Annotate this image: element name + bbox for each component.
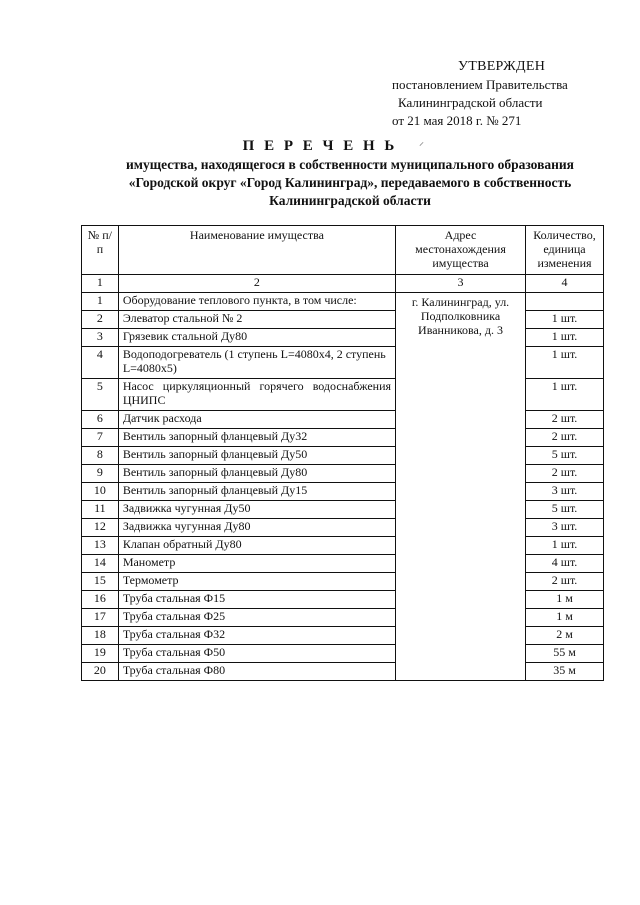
row-quantity: 1 м bbox=[526, 609, 604, 627]
row-item-name: Вентиль запорный фланцевый Ду50 bbox=[118, 447, 395, 465]
table-row bbox=[82, 519, 604, 537]
header-name: Наименование имущества bbox=[118, 226, 395, 275]
row-number: 13 bbox=[82, 537, 119, 555]
row-quantity: 4 шт. bbox=[526, 555, 604, 573]
row-number: 1 bbox=[82, 293, 119, 311]
row-item-name: Задвижка чугунная Ду50 bbox=[118, 501, 395, 519]
header-quantity: Количество, единица изменения bbox=[526, 226, 604, 275]
row-quantity: 3 шт. bbox=[526, 519, 604, 537]
header-address: Адрес местонахождения имущества bbox=[396, 226, 526, 275]
row-number: 5 bbox=[82, 379, 119, 411]
document-title: П Е Р Е Ч Е Н Ь bbox=[242, 138, 398, 154]
table-row bbox=[82, 537, 604, 555]
subtitle-line-3: Калининградской области bbox=[269, 193, 431, 208]
row-quantity: 2 шт. bbox=[526, 465, 604, 483]
subtitle-line-1: имущества, находящегося в собственности муниципального образования bbox=[126, 157, 574, 172]
row-number: 15 bbox=[82, 573, 119, 591]
row-item-name: Труба стальная Ф50 bbox=[118, 645, 395, 663]
column-number: 2 bbox=[118, 275, 395, 293]
table-row bbox=[82, 573, 604, 591]
table-row bbox=[82, 645, 604, 663]
row-number: 8 bbox=[82, 447, 119, 465]
table-body bbox=[82, 293, 604, 681]
row-item-name: Труба стальная Ф15 bbox=[118, 591, 395, 609]
table-row bbox=[82, 609, 604, 627]
row-item-name: Вентиль запорный фланцевый Ду32 bbox=[118, 429, 395, 447]
row-number: 12 bbox=[82, 519, 119, 537]
table-row bbox=[82, 663, 604, 681]
approval-line-1: постановлением Правительства bbox=[392, 77, 568, 92]
row-quantity: 1 шт. bbox=[526, 537, 604, 555]
column-number-row bbox=[82, 275, 604, 293]
row-item-name: Оборудование теплового пункта, в том числе: bbox=[118, 293, 395, 311]
row-item-name: Труба стальная Ф25 bbox=[118, 609, 395, 627]
property-table bbox=[81, 225, 604, 681]
row-quantity: 2 м bbox=[526, 627, 604, 645]
approval-block bbox=[390, 58, 620, 130]
row-item-name: Термометр bbox=[118, 573, 395, 591]
row-quantity: 35 м bbox=[526, 663, 604, 681]
approval-heading: УТВЕРЖДЕН bbox=[458, 59, 546, 74]
document-subtitle bbox=[70, 156, 630, 210]
approval-line-3: от 21 мая 2018 г. № 271 bbox=[392, 113, 522, 128]
row-number: 19 bbox=[82, 645, 119, 663]
address-cell: г. Калининград, ул. Подполковника Иванникова, д. 3 bbox=[396, 293, 526, 681]
row-quantity: 1 м bbox=[526, 591, 604, 609]
row-number: 18 bbox=[82, 627, 119, 645]
column-number: 3 bbox=[396, 275, 526, 293]
column-number: 4 bbox=[526, 275, 604, 293]
table-row bbox=[82, 293, 604, 311]
table-row bbox=[82, 379, 604, 411]
table-row bbox=[82, 501, 604, 519]
table-row bbox=[82, 311, 604, 329]
approval-line-2: Калининградской области bbox=[398, 95, 543, 110]
row-quantity: 5 шт. bbox=[526, 447, 604, 465]
header-num: № п/п bbox=[82, 226, 119, 275]
table-row bbox=[82, 329, 604, 347]
table-row bbox=[82, 411, 604, 429]
row-item-name: Труба стальная Ф80 bbox=[118, 663, 395, 681]
row-quantity: 55 м bbox=[526, 645, 604, 663]
row-number: 4 bbox=[82, 347, 119, 379]
table-header-row bbox=[82, 226, 604, 275]
table-row bbox=[82, 555, 604, 573]
row-quantity: 5 шт. bbox=[526, 501, 604, 519]
table-row bbox=[82, 483, 604, 501]
row-number: 14 bbox=[82, 555, 119, 573]
row-number: 3 bbox=[82, 329, 119, 347]
table-row bbox=[82, 465, 604, 483]
table-row bbox=[82, 627, 604, 645]
row-item-name: Вентиль запорный фланцевый Ду80 bbox=[118, 465, 395, 483]
row-number: 9 bbox=[82, 465, 119, 483]
row-item-name: Задвижка чугунная Ду80 bbox=[118, 519, 395, 537]
row-number: 7 bbox=[82, 429, 119, 447]
row-item-name: Вентиль запорный фланцевый Ду15 bbox=[118, 483, 395, 501]
row-number: 17 bbox=[82, 609, 119, 627]
row-item-name: Труба стальная Ф32 bbox=[118, 627, 395, 645]
column-number: 1 bbox=[82, 275, 119, 293]
table-row bbox=[82, 429, 604, 447]
table-row bbox=[82, 591, 604, 609]
row-item-name: Элеватор стальной № 2 bbox=[118, 311, 395, 329]
row-item-name: Грязевик стальной Ду80 bbox=[118, 329, 395, 347]
row-item-name: Датчик расхода bbox=[118, 411, 395, 429]
row-number: 2 bbox=[82, 311, 119, 329]
row-number: 20 bbox=[82, 663, 119, 681]
row-quantity: 3 шт. bbox=[526, 483, 604, 501]
row-number: 6 bbox=[82, 411, 119, 429]
table-row bbox=[82, 447, 604, 465]
row-quantity: 2 шт. bbox=[526, 429, 604, 447]
pen-stroke-mark: ⸝ bbox=[419, 137, 424, 148]
row-number: 10 bbox=[82, 483, 119, 501]
row-quantity: 1 шт. bbox=[526, 379, 604, 411]
row-quantity bbox=[526, 293, 604, 311]
table-row bbox=[82, 347, 604, 379]
row-item-name: Водоподогреватель (1 ступень L=4080х4, 2 ступень L=4080х5) bbox=[118, 347, 395, 379]
row-quantity: 2 шт. bbox=[526, 411, 604, 429]
row-quantity: 1 шт. bbox=[526, 347, 604, 379]
row-quantity: 1 шт. bbox=[526, 311, 604, 329]
row-item-name: Клапан обратный Ду80 bbox=[118, 537, 395, 555]
row-item-name: Насос циркуляционный горячего водоснабжения ЦНИПС bbox=[118, 379, 395, 411]
subtitle-line-2: «Городской округ «Город Калининград», передаваемого в собственность bbox=[128, 175, 572, 190]
row-number: 16 bbox=[82, 591, 119, 609]
row-quantity: 1 шт. bbox=[526, 329, 604, 347]
row-item-name: Манометр bbox=[118, 555, 395, 573]
row-quantity: 2 шт. bbox=[526, 573, 604, 591]
row-number: 11 bbox=[82, 501, 119, 519]
